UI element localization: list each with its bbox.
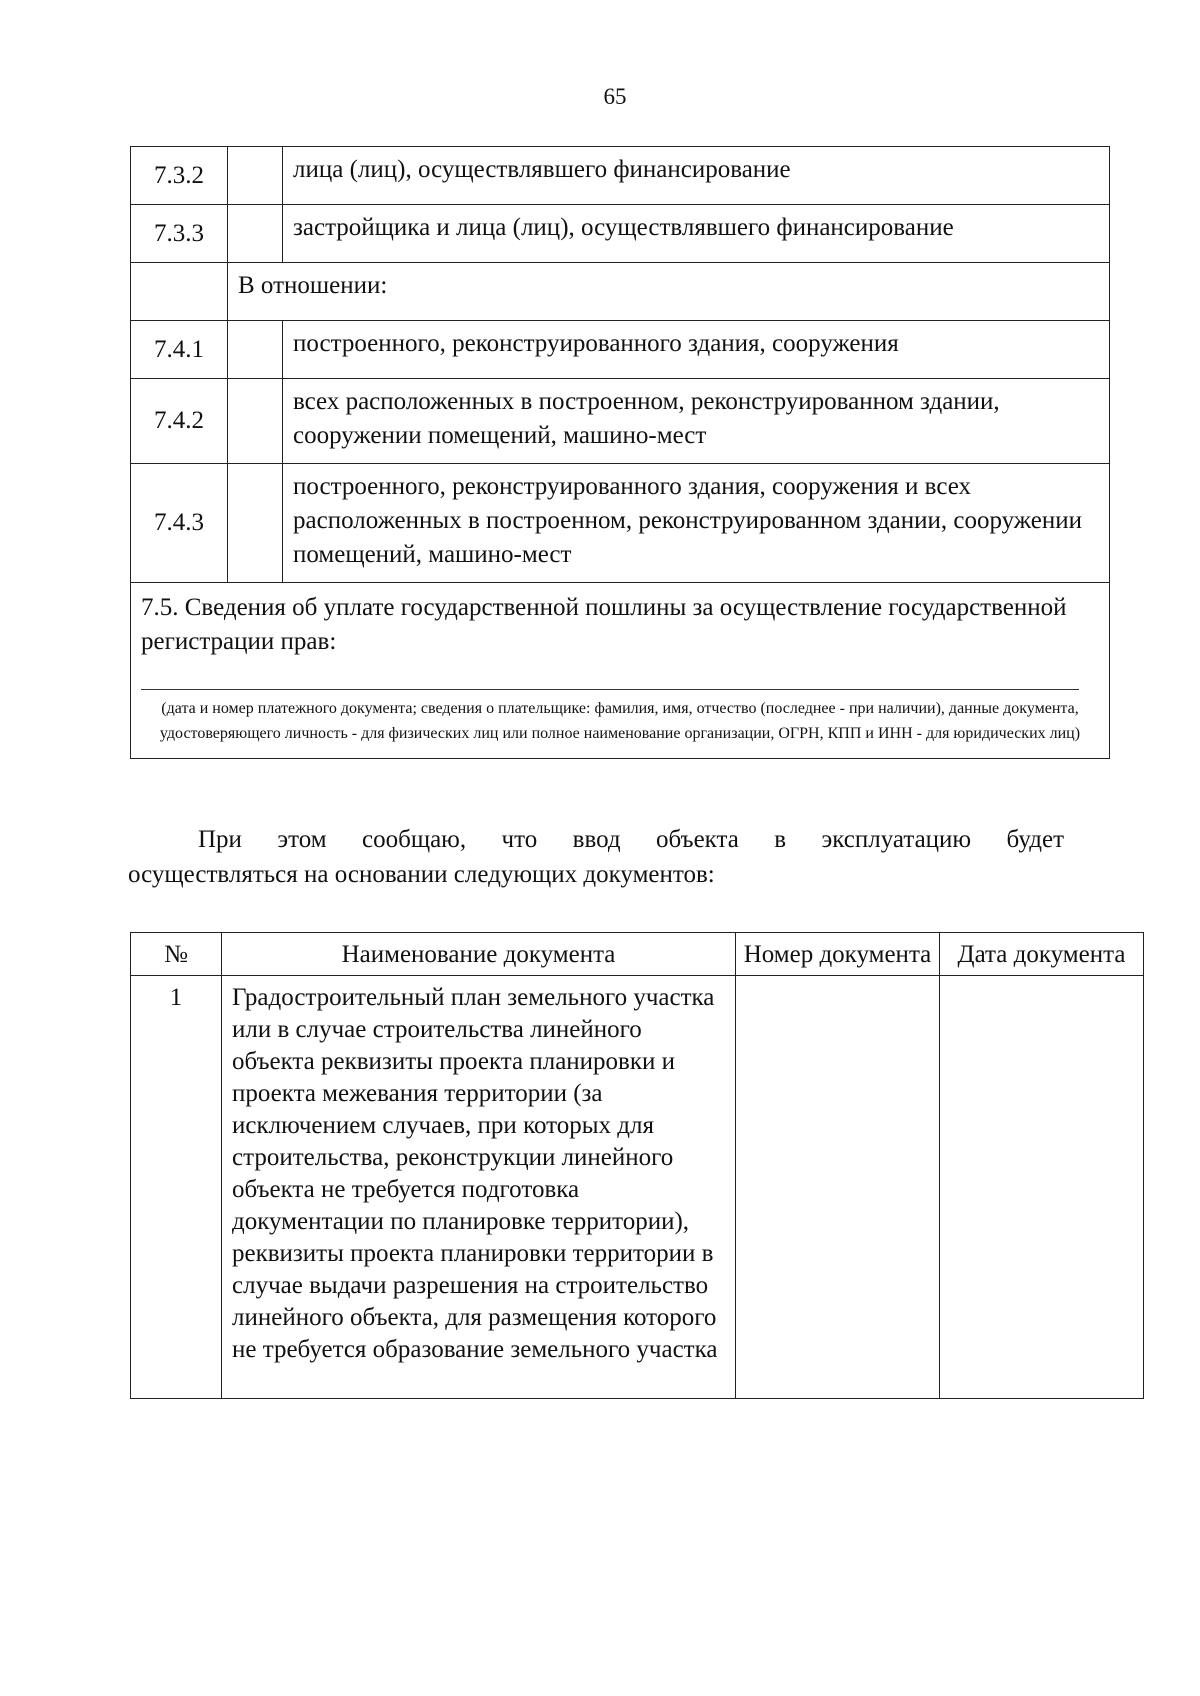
table-row	[131, 976, 1144, 1399]
section-7-table	[130, 146, 1110, 759]
table-row	[131, 147, 1110, 205]
header-name: Наименование документа	[222, 933, 736, 976]
row-number: 7.4.2	[131, 379, 228, 464]
fee-cell	[131, 583, 1110, 759]
row-text: застройщика и лица (лиц), осуществлявшего финансирование	[283, 205, 1110, 263]
table-row	[131, 464, 1110, 583]
fee-note: (дата и номер платежного документа; сведения о плательщике: фамилия, имя, отчество (последнее - при наличии), данные документа, удостоверяющего личность - для физических лиц или полное наименование организации, ОГРН, КПП и ИНН - для юридических лиц)	[159, 700, 1081, 742]
intro-line-1: При этом сообщаю, что ввод объекта в эксплуатацию будет	[198, 826, 1064, 853]
doc-no: 1	[131, 976, 222, 1399]
doc-date[interactable]	[940, 976, 1144, 1399]
table-row	[131, 321, 1110, 379]
checkbox-cell[interactable]	[228, 321, 283, 379]
section-heading: В отношении:	[228, 263, 1110, 321]
fee-title: 7.5. Сведения об уплате государственной пошлины за осуществление государственной регистрации прав:	[141, 594, 1067, 655]
documents-table	[130, 932, 1144, 1399]
checkbox-cell[interactable]	[228, 379, 283, 464]
row-text: построенного, реконструированного здания, сооружения	[283, 321, 1110, 379]
header-number: Номер документа	[736, 933, 940, 976]
row-number-empty	[131, 263, 228, 321]
header-date: Дата документа	[940, 933, 1144, 976]
row-number: 7.3.2	[131, 147, 228, 205]
row-text: лица (лиц), осуществлявшего финансирование	[283, 147, 1110, 205]
row-number: 7.4.1	[131, 321, 228, 379]
intro-paragraph	[128, 822, 1064, 892]
checkbox-cell[interactable]	[228, 147, 283, 205]
fee-row	[131, 583, 1110, 759]
intro-line-2: осуществляться на основании следующих документов:	[128, 861, 715, 888]
doc-name: Градостроительный план земельного участка или в случае строительства линейного объекта реквизиты проекта планировки и проекта межевания территории (за исключением случаев, при которых для строительства, реконструкции линейного объекта не требуется подготовка документации по планировке территории), реквизиты проекта планировки территории в случае выдачи разрешения на строительство линейного объекта, для размещения которого не требуется образование земельного участка	[222, 976, 736, 1399]
table-row	[131, 263, 1110, 321]
header-no: №	[131, 933, 222, 976]
doc-number[interactable]	[736, 976, 940, 1399]
page-number: 65	[603, 84, 627, 109]
table-row	[131, 379, 1110, 464]
row-text: построенного, реконструированного здания, сооружения и всех расположенных в построенном, реконструированном здании, сооружении помещений, машино-мест	[283, 464, 1110, 583]
table-header-row	[131, 933, 1144, 976]
table-row	[131, 205, 1110, 263]
checkbox-cell[interactable]	[228, 205, 283, 263]
row-text: всех расположенных в построенном, реконструированном здании, сооружении помещений, машино-мест	[283, 379, 1110, 464]
row-number: 7.4.3	[131, 464, 228, 583]
checkbox-cell[interactable]	[228, 464, 283, 583]
row-number: 7.3.3	[131, 205, 228, 263]
